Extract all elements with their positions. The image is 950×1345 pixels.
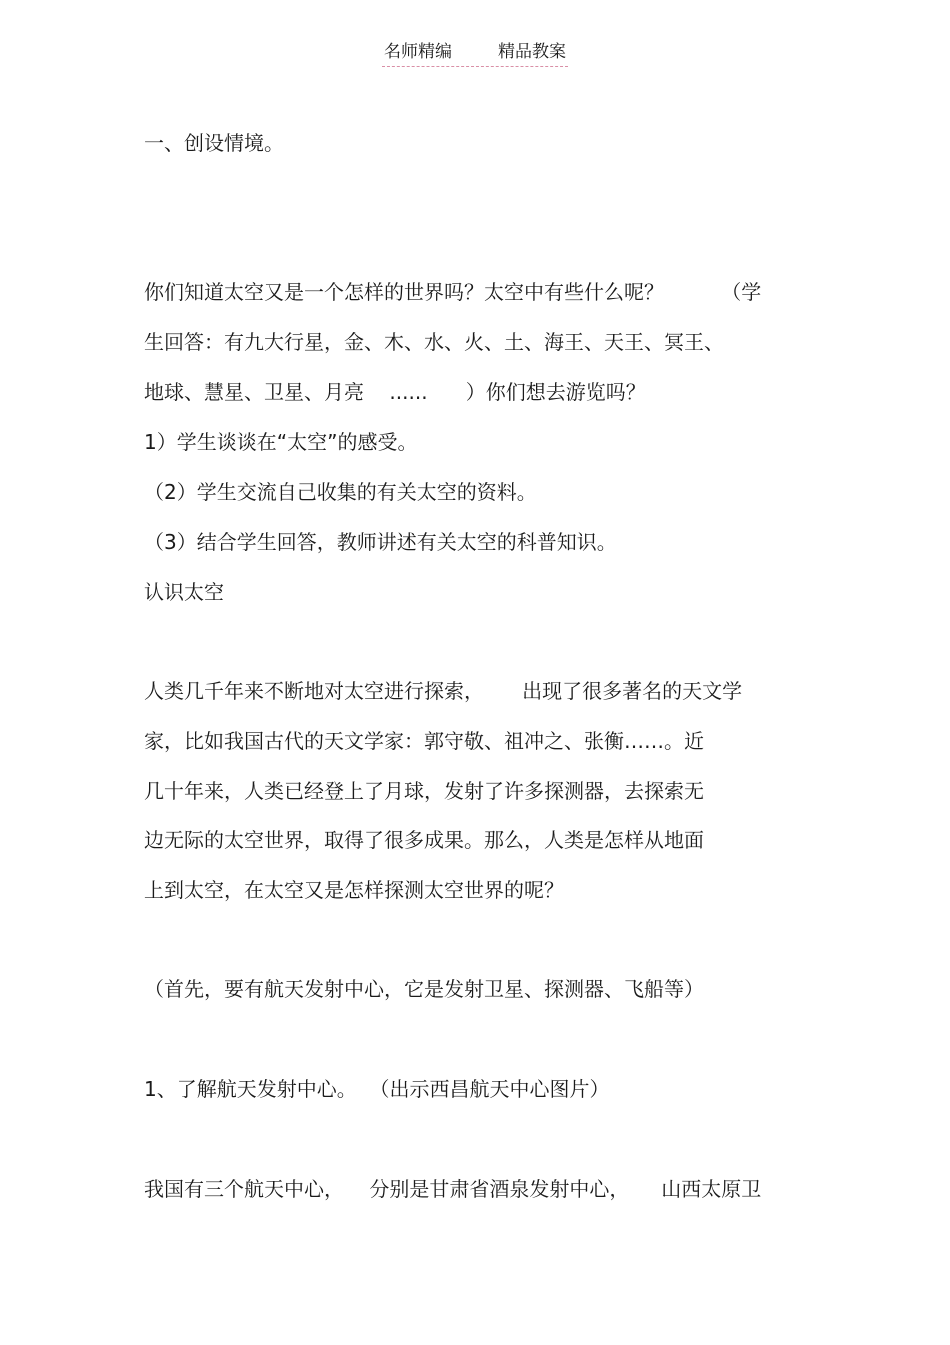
paragraph-line: （首先，要有航天发射中心，它是发射卫星、探测器、飞船等）	[144, 977, 704, 1001]
page-header	[0, 40, 950, 67]
section-heading-know-space: 认识太空	[144, 580, 224, 604]
section-heading-launch-center: 1、了解航天发射中心。 （出示西昌航天中心图片）	[144, 1077, 610, 1101]
header-right-text: 精品教案	[498, 42, 566, 62]
section-heading-create-scenario: 一、创设情境。	[144, 131, 284, 155]
paragraph-line: 生回答：有九大行星，金、木、水、火、土、海王、天王、冥王、	[144, 330, 724, 354]
header-banner	[382, 40, 568, 67]
paragraph-line: 你们知道太空又是一个怎样的世界吗？太空中有些什么呢？ （学	[144, 280, 762, 304]
list-item: （2）学生交流自己收集的有关太空的资料。	[144, 480, 537, 504]
paragraph-line: 人类几千年来不断地对太空进行探索， 出现了很多著名的天文学	[144, 679, 743, 703]
paragraph-line: 家，比如我国古代的天文学家：郭守敬、祖冲之、张衡……。近	[144, 729, 704, 753]
paragraph-line: 几十年来，人类已经登上了月球，发射了许多探测器，去探索无	[144, 779, 704, 803]
header-left-text: 名师精编	[384, 42, 452, 62]
paragraph-line: 上到太空，在太空又是怎样探测太空世界的呢？	[144, 878, 564, 902]
list-item: 1）学生谈谈在“太空”的感受。	[144, 430, 418, 454]
paragraph-line: 我国有三个航天中心， 分别是甘肃省酒泉发射中心， 山西太原卫	[144, 1177, 762, 1201]
paragraph-line: 地球、慧星、卫星、月亮 ...... ）你们想去游览吗？	[144, 380, 646, 404]
paragraph-line: 边无际的太空世界，取得了很多成果。那么，人类是怎样从地面	[144, 828, 704, 852]
list-item: （3）结合学生回答，教师讲述有关太空的科普知识。	[144, 530, 617, 554]
